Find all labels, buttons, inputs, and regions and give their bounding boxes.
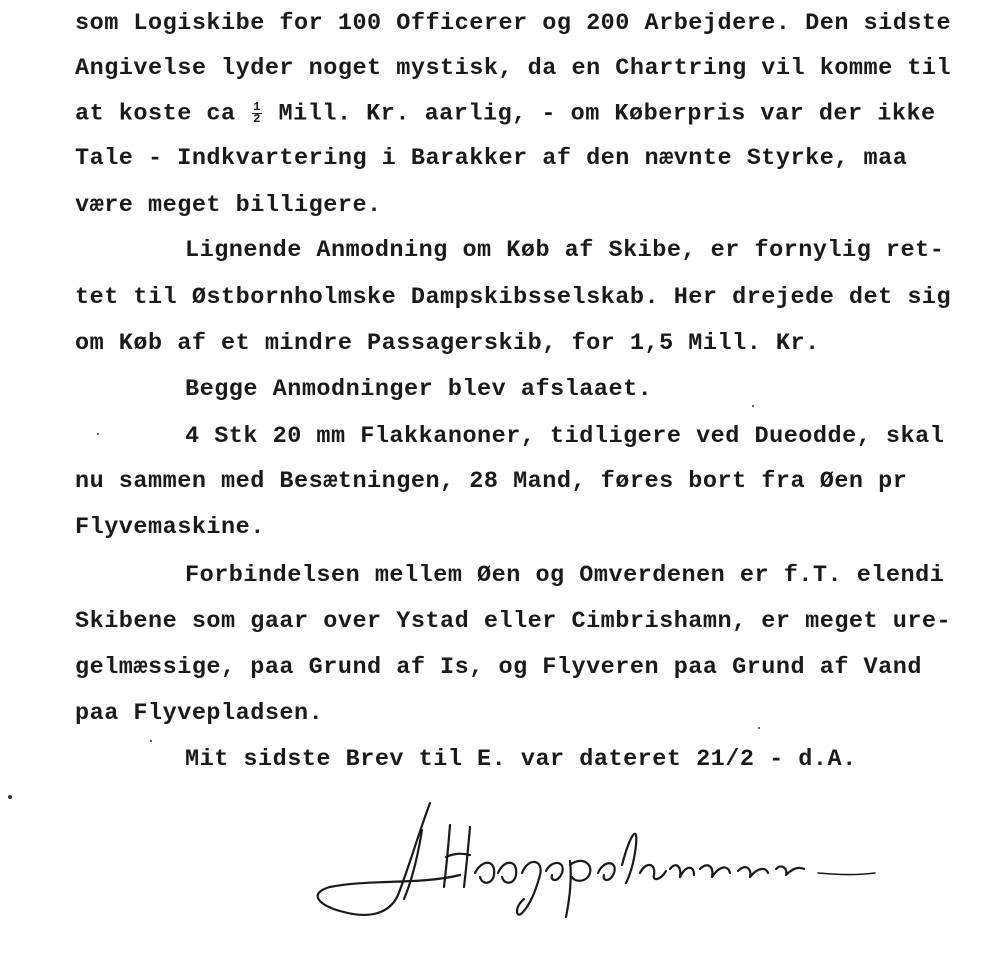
text-line-3 [75,102,936,126]
text-line-12: Flyvemaskine. [75,514,265,541]
handwritten-signature [300,795,880,935]
paper-speck [758,727,760,729]
paper-speck [8,795,12,799]
text-line-17: Mit sidste Brev til E. var dateret 21/2 - d.A. [185,746,857,773]
fraction-half [252,102,262,125]
text-line-15: gelmæssige, paa Grund af Is, og Flyveren paa Grund af Vand [75,654,922,681]
text-line-10: 4 Stk 20 mm Flakkanoner, tidligere ved Dueodde, skal [185,423,945,450]
paper-speck [752,405,754,407]
text-line-14: Skibene som gaar over Ystad eller Cimbrishamn, er meget ure- [75,608,952,635]
paper-speck [150,740,152,742]
text-line-3-end: Mill. Kr. aarlig, - om Køberpris var der ikke [263,100,936,128]
text-line-9: Begge Anmodninger blev afslaaet. [185,376,653,403]
text-line-2: Angivelse lyder noget mystisk, da en Chartring vil komme til [75,55,952,82]
text-line-4: Tale - Indkvartering i Barakker af den nævnte Styrke, maa [75,145,908,172]
fraction-denominator: 2 [253,112,261,126]
text-line-5: være meget billigere. [75,192,382,219]
text-line-1: som Logiskibe for 100 Officerer og 200 Arbejdere. Den sidste [75,10,952,37]
text-line-11: nu sammen med Besætningen, 28 Mand, føres bort fra Øen pr [75,468,908,495]
text-line-7: tet til Østbornholmske Dampskibsselskab. Her drejede det sig [75,284,952,311]
text-line-6: Lignende Anmodning om Køb af Skibe, er fornylig ret- [185,237,945,264]
paper-speck [97,433,99,435]
text-line-8: om Køb af et mindre Passagerskib, for 1,5 Mill. Kr. [75,330,820,357]
fraction-numerator: 1 [253,100,261,114]
text-line-13: Forbindelsen mellem Øen og Omverdenen er f.T. elendi [185,562,945,589]
text-line-16: paa Flyvepladsen. [75,700,324,727]
text-line-3-start: at koste ca [75,100,251,128]
